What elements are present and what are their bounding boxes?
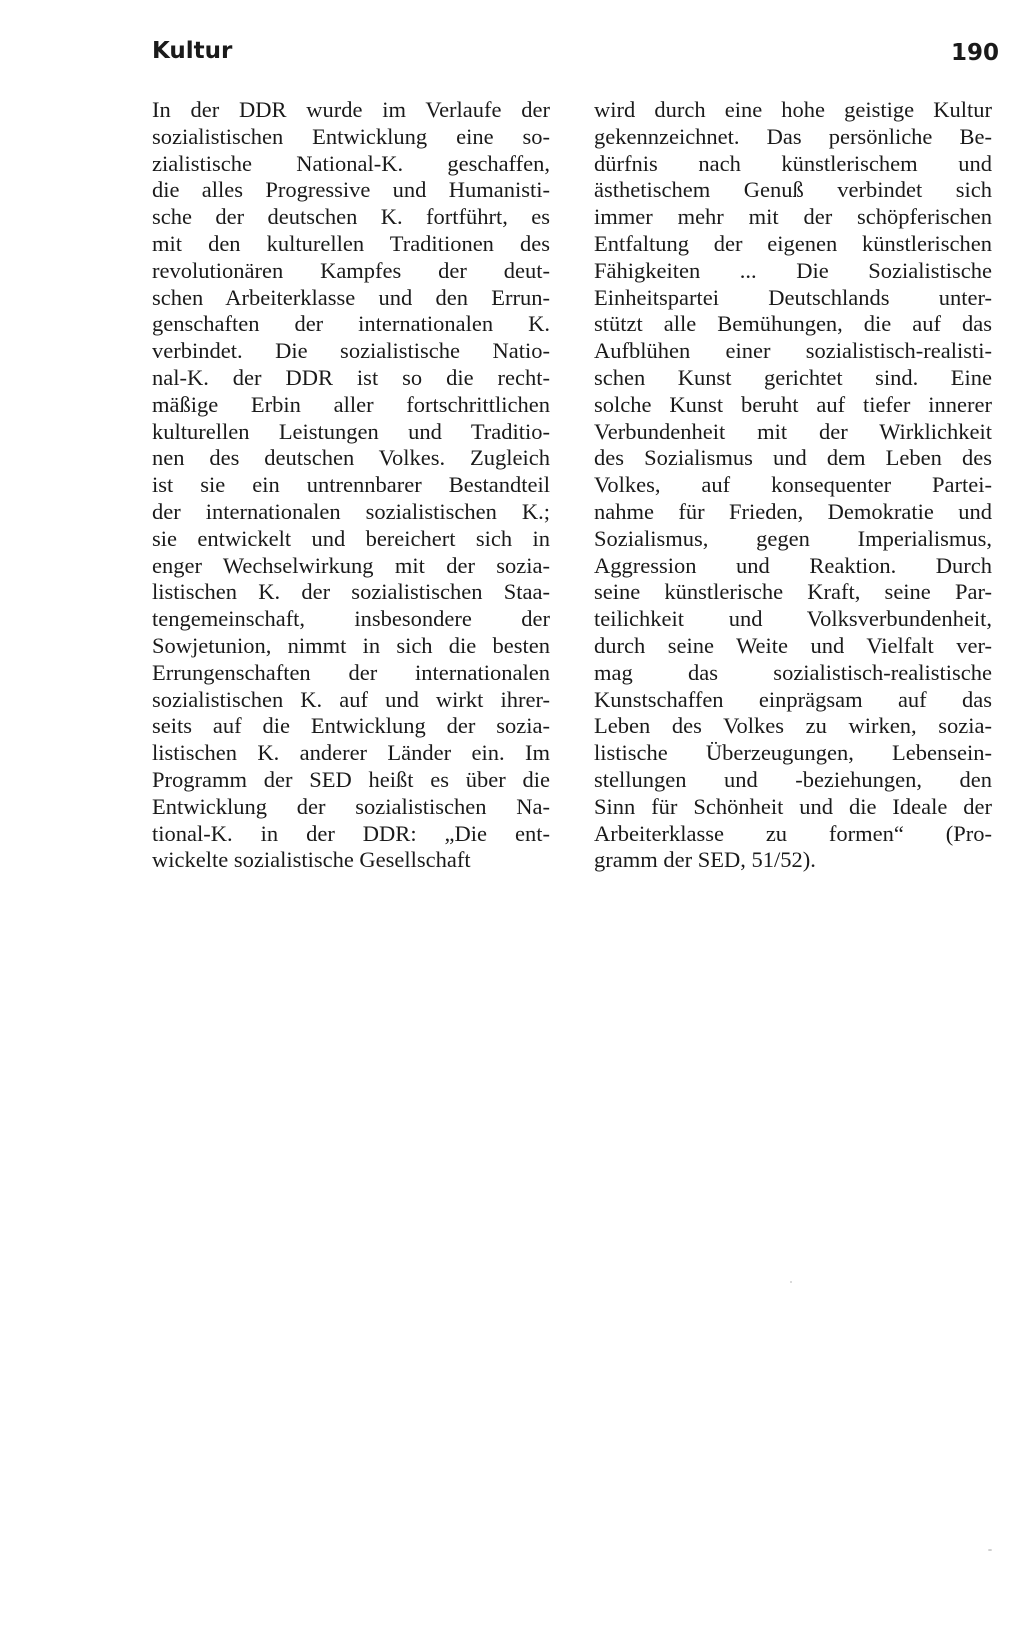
text-line: seine künstlerische Kraft, seine Par- bbox=[594, 579, 992, 605]
text-line: Sowjetunion, nimmt in sich die besten bbox=[152, 632, 550, 658]
text-line: der internationalen sozialistischen K.; bbox=[152, 498, 550, 524]
text-line: nal-K. der DDR ist so die recht- bbox=[152, 364, 550, 390]
text-line: mag das sozialistisch-realistische bbox=[594, 659, 992, 685]
text-line: Programm der SED heißt es über die bbox=[152, 766, 550, 792]
text-line: stellungen und -beziehungen, den bbox=[594, 766, 992, 792]
text-line: tengemeinschaft, insbesondere der bbox=[152, 606, 550, 632]
text-line: Leben des Volkes zu wirken, sozia- bbox=[594, 713, 992, 739]
text-line: Arbeiterklasse zu formen“ (Pro- bbox=[594, 820, 992, 846]
text-line: ästhetischem Genuß verbindet sich bbox=[594, 177, 992, 203]
text-line: gekennzeichnet. Das persönliche Be- bbox=[594, 123, 992, 149]
text-line: durch seine Weite und Vielfalt ver- bbox=[594, 632, 992, 658]
text-line: wird durch eine hohe geistige Kultur bbox=[594, 97, 992, 122]
text-line: des Sozialismus und dem Leben des bbox=[594, 445, 992, 471]
text-line: revolutionären Kampfes der deut- bbox=[152, 257, 550, 283]
text-line: nahme für Frieden, Demokratie und bbox=[594, 498, 992, 524]
text-line: zialistische National-K. geschaffen, bbox=[152, 150, 550, 176]
left-column bbox=[152, 97, 550, 874]
text-line: listischen K. der sozialistischen Staa- bbox=[152, 579, 550, 605]
text-line: verbindet. Die sozialistische Natio- bbox=[152, 338, 550, 364]
text-line: kulturellen Leistungen und Traditio- bbox=[152, 418, 550, 444]
text-line: Sinn für Schönheit und die Ideale der bbox=[594, 793, 992, 819]
text-line: Entfaltung der eigenen künstlerischen bbox=[594, 230, 992, 256]
text-line: schen Arbeiterklasse und den Errun- bbox=[152, 284, 550, 310]
text-line: sozialistischen K. auf und wirkt ihrer- bbox=[152, 686, 550, 712]
text-line: Aufblühen einer sozialistisch-realisti- bbox=[594, 338, 992, 364]
text-line: gramm der SED, 51/52). bbox=[594, 847, 816, 873]
text-line: Sozialismus, gegen Imperialismus, bbox=[594, 525, 992, 551]
text-line: mäßige Erbin aller fortschrittlichen bbox=[152, 391, 550, 417]
text-line: stützt alle Bemühungen, die auf das bbox=[594, 311, 992, 337]
page-number: 190 bbox=[950, 40, 999, 66]
text-line: enger Wechselwirkung mit der sozia- bbox=[152, 552, 550, 578]
text-line: tional-K. in der DDR: „Die ent- bbox=[152, 820, 550, 846]
text-line: sche der deutschen K. fortführt, es bbox=[152, 204, 550, 230]
text-line: Verbundenheit mit der Wirklichkeit bbox=[594, 418, 992, 444]
text-line: listische Überzeugungen, Lebensein- bbox=[594, 740, 992, 766]
text-line: mit den kulturellen Traditionen des bbox=[152, 230, 550, 256]
text-line: solche Kunst beruht auf tiefer innerer bbox=[594, 391, 992, 417]
running-head: Kultur bbox=[152, 38, 233, 64]
right-column bbox=[594, 97, 992, 874]
text-line: seits auf die Entwicklung der sozia- bbox=[152, 713, 550, 739]
text-line: genschaften der internationalen K. bbox=[152, 311, 550, 337]
text-line: listischen K. anderer Länder ein. Im bbox=[152, 740, 550, 766]
text-line: Errungenschaften der internationalen bbox=[152, 659, 550, 685]
text-line: Entwicklung der sozialistischen Na- bbox=[152, 793, 550, 819]
text-line: Einheitspartei Deutschlands unter- bbox=[594, 284, 992, 310]
text-line: Aggression und Reaktion. Durch bbox=[594, 552, 992, 578]
text-line: Volkes, auf konsequenter Partei- bbox=[594, 472, 992, 498]
text-line: die alles Progressive und Humanisti- bbox=[152, 177, 550, 203]
text-line: Kunstschaffen einprägsam auf das bbox=[594, 686, 992, 712]
text-line: sie entwickelt und bereichert sich in bbox=[152, 525, 550, 551]
scan-speck bbox=[988, 1549, 992, 1551]
text-line: dürfnis nach künstlerischem und bbox=[594, 150, 992, 176]
text-line: ist sie ein untrennbarer Bestandteil bbox=[152, 472, 550, 498]
text-line: In der DDR wurde im Verlaufe der bbox=[152, 97, 550, 122]
text-line: schen Kunst gerichtet sind. Eine bbox=[594, 364, 992, 390]
scan-speck bbox=[790, 1281, 792, 1283]
text-line: nen des deutschen Volkes. Zugleich bbox=[152, 445, 550, 471]
text-line: Fähigkeiten ... Die Sozialistische bbox=[594, 257, 992, 283]
text-line: immer mehr mit der schöpferischen bbox=[594, 204, 992, 230]
text-line: wickelte sozialistische Gesellschaft bbox=[152, 847, 471, 873]
text-line: teilichkeit und Volksverbundenheit, bbox=[594, 606, 992, 632]
text-line: sozialistischen Entwicklung eine so- bbox=[152, 123, 550, 149]
